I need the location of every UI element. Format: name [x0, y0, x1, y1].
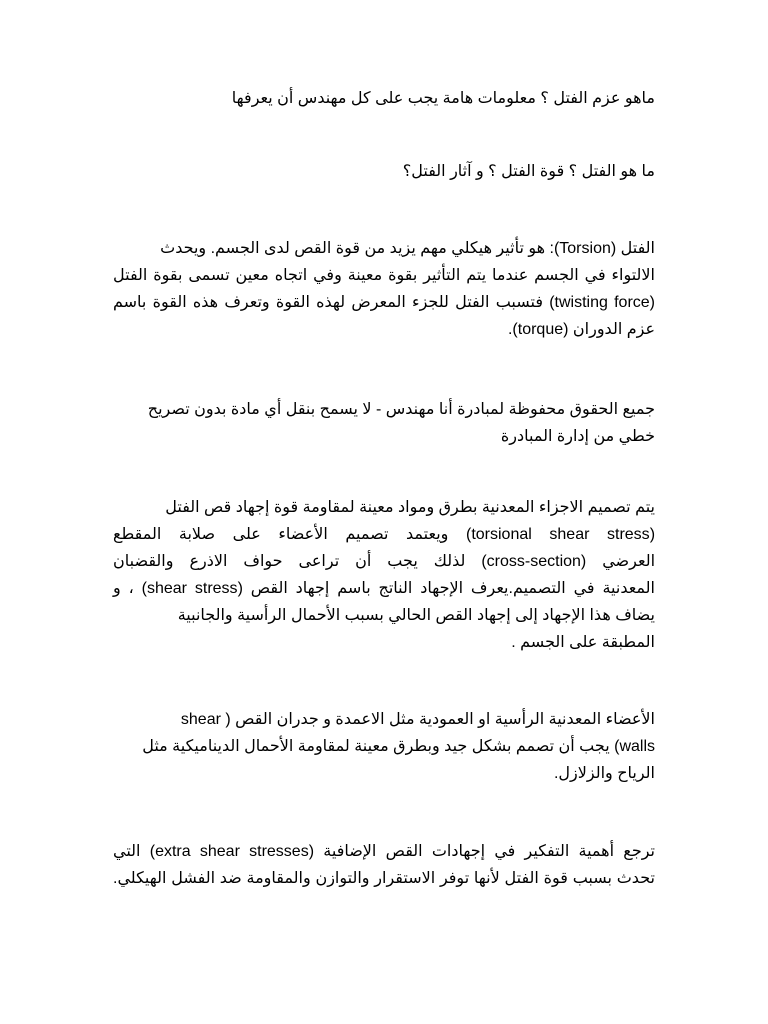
- paragraph-vertical-members: [113, 706, 655, 787]
- title-line: ماهو عزم الفتل ؟ معلومات هامة يجب على كل مهندس أن يعرفها: [231, 90, 655, 107]
- text-line: العرضي (cross-section) لذلك يجب أن تراعى حواف الاذرع والقضبان: [113, 553, 656, 570]
- text-line: عزم الدوران (torque).: [507, 321, 655, 338]
- page-title: [113, 85, 655, 112]
- question-line: ما هو الفتل ؟ قوة الفتل ؟ و آثار الفتل؟: [402, 163, 655, 180]
- copyright-notice: [113, 396, 655, 450]
- paragraph-metal-design: [113, 494, 655, 656]
- text-line: يتم تصميم الاجزاء المعدنية بطرق ومواد معينة لمقاومة قوة إجهاد قص الفتل: [165, 499, 655, 516]
- text-line: يضاف هذا الإجهاد إلى إجهاد القص الحالي بسبب الأحمال الرأسية والجانبية: [177, 607, 655, 624]
- paragraph-torsion-definition: [113, 235, 655, 343]
- text-line: المعدنية في التصميم.يعرف الإجهاد الناتج باسم إجهاد القص (shear stress) ، و: [113, 580, 656, 597]
- text-line: (torsional shear stress) ويعتمد تصميم الأعضاء على صلابة المقطع: [113, 526, 656, 543]
- section-question: [113, 158, 655, 185]
- text-line: (twisting force) فتسبب الفتل للجزء المعرض لهذه القوة وتعرف هذه القوة باسم: [113, 294, 655, 311]
- paragraph-extra-shear: [113, 838, 655, 892]
- text-line: ترجع أهمية التفكير في إجهادات القص الإضافية (extra shear stresses) التي: [113, 843, 655, 860]
- text-line: الفتل (Torsion): هو تأثير هيكلي مهم يزيد من قوة القص لدى الجسم. ويحدث: [160, 240, 655, 257]
- text-line: تحدث بسبب قوة الفتل لأنها توفر الاستقرار والتوازن والمقاومة ضد الفشل الهيكلي.: [113, 870, 655, 887]
- text-line: walls) يجب أن تصمم بشكل جيد وبطرق معينة لمقاومة الأحمال الديناميكية مثل: [142, 738, 655, 755]
- text-line: الرياح والزلازل.: [553, 765, 655, 782]
- text-line: خطي من إدارة المبادرة: [500, 428, 655, 445]
- text-line: الأعضاء المعدنية الرأسية او العمودية مثل الاعمدة و جدران القص ( shear: [180, 711, 655, 728]
- text-line: جميع الحقوق محفوظة لمبادرة أنا مهندس - لا يسمح بنقل أي مادة بدون تصريح: [147, 401, 655, 418]
- text-line: الالتواء في الجسم عندما يتم التأثير بقوة معينة وفي اتجاه معين تسمى بقوة الفتل: [113, 267, 655, 284]
- text-line: المطبقة على الجسم .: [511, 634, 655, 651]
